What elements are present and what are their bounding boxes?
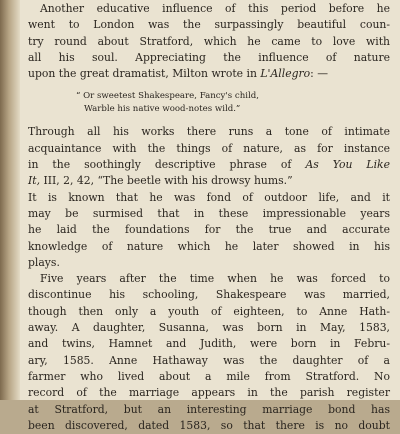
work-title: It, bbox=[28, 174, 41, 188]
paragraph-line: at Stratford, but an interesting marriage bond has bbox=[28, 402, 390, 416]
work-title: L'Allegro bbox=[260, 67, 311, 81]
quotation-line: Warble his native wood-notes wild.” bbox=[84, 104, 241, 115]
paragraph-line: ary, 1585. Anne Hathaway was the daughter of a bbox=[28, 353, 390, 367]
paragraph-line: he laid the foundations for the true and accurate bbox=[28, 223, 390, 237]
work-title: As You Like bbox=[305, 158, 390, 172]
spacer bbox=[28, 116, 390, 124]
paragraph-line: Through all his works there runs a tone of intimate bbox=[28, 125, 390, 139]
paragraph-line: and twins, Hamnet and Judith, were born in Febru- bbox=[28, 337, 390, 351]
paragraph-line: acquaintance with the things of nature, as for instance bbox=[28, 141, 390, 155]
paragraph-line: Five years after the time when he was forced to bbox=[40, 272, 390, 286]
paragraph-line bbox=[28, 157, 390, 173]
paragraph-line: though then only a youth of eighteen, to Anne Hath- bbox=[28, 304, 390, 318]
paragraph-line: all his soul. Appreciating the influence of nature bbox=[28, 50, 390, 64]
spacer bbox=[28, 82, 390, 90]
paragraph-line: been discovered, dated 1583, so that there is no doubt bbox=[28, 418, 390, 432]
paragraph-line: farmer who lived about a mile from Stratford. No bbox=[28, 369, 390, 383]
page-binding-shadow bbox=[0, 0, 20, 400]
text-run: : — bbox=[310, 67, 329, 81]
page-text bbox=[28, 1, 390, 434]
paragraph-line: plays. bbox=[28, 255, 60, 269]
paragraph-line: It is known that he was fond of outdoor life, and it bbox=[28, 190, 390, 204]
paragraph-line: Another educative influence of this period before he bbox=[40, 2, 390, 15]
paragraph-line: may be surmised that in these impressionable years bbox=[28, 206, 390, 220]
paragraph-line: knowledge of nature which he later showed in his bbox=[28, 239, 390, 253]
paragraph-line: away. A daughter, Susanna, was born in May, 1583, bbox=[28, 321, 390, 335]
text-run: upon the great dramatist, Milton wrote in bbox=[28, 67, 257, 81]
paragraph-line: discontinue his schooling, Shakespeare was married, bbox=[28, 288, 390, 302]
paragraph-line: record of the marriage appears in the parish register bbox=[28, 386, 390, 400]
text-run: III, 2, 42, “The beetle with his drowsy hums.” bbox=[40, 174, 293, 188]
paragraph-line bbox=[28, 66, 390, 82]
paragraph-line bbox=[28, 173, 390, 189]
text-run: in the soothingly descriptive phrase of bbox=[28, 158, 306, 172]
paragraph-line: try round about Stratford, which he came to love with bbox=[28, 34, 390, 48]
paragraph-line: went to London was the surpassingly beautiful coun- bbox=[28, 18, 390, 32]
quotation-line: “ Or sweetest Shakespeare, Fancy's child, bbox=[76, 91, 259, 102]
